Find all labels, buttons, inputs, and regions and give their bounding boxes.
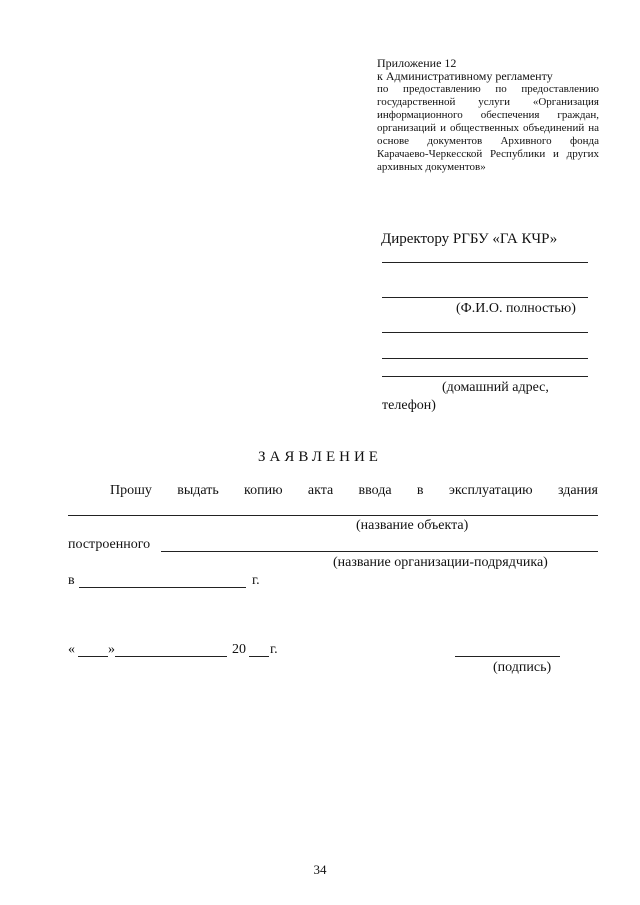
- address-line-1[interactable]: [382, 332, 588, 333]
- contractor-caption: (название организации-подрядчика): [333, 555, 548, 570]
- address-line-2[interactable]: [382, 358, 588, 359]
- location-line[interactable]: [79, 587, 246, 588]
- address-line-3[interactable]: [382, 376, 588, 377]
- appendix-header: [377, 57, 599, 174]
- addressee-director: Директору РГБУ «ГА КЧР»: [381, 231, 558, 247]
- date-day-line[interactable]: [78, 656, 108, 657]
- date-quote-close: »: [108, 642, 115, 657]
- request-word: акта: [307, 483, 334, 498]
- request-text: [110, 483, 598, 499]
- address-caption: (домашний адрес,: [442, 380, 549, 395]
- object-name-line[interactable]: [68, 515, 598, 516]
- appendix-number: Приложение 12: [377, 56, 457, 70]
- built-label: построенного: [68, 537, 151, 552]
- fio-caption: (Ф.И.О. полностью): [456, 301, 576, 316]
- contractor-line[interactable]: [161, 551, 598, 552]
- date-month-line[interactable]: [115, 656, 227, 657]
- appendix-regulation: к Административному регламенту: [377, 69, 553, 83]
- signature-caption: (подпись): [493, 660, 552, 675]
- request-word: здания: [557, 483, 598, 498]
- phone-caption: телефон): [382, 398, 436, 413]
- document-title: ЗАЯВЛЕНИЕ: [258, 449, 382, 465]
- year-suffix: г.: [252, 573, 260, 588]
- object-caption: (название объекта): [356, 518, 469, 533]
- request-word: Прошу: [110, 483, 152, 498]
- page-number: 34: [313, 862, 327, 877]
- request-word: ввода: [358, 483, 392, 498]
- signature-line[interactable]: [455, 656, 560, 657]
- request-word: в: [416, 483, 424, 498]
- date-quote-open: «: [68, 642, 75, 657]
- date-year-suffix: г.: [270, 642, 278, 657]
- in-label: в: [68, 573, 75, 588]
- director-name-line[interactable]: [382, 262, 588, 263]
- fio-line[interactable]: [382, 297, 588, 298]
- appendix-service-description: по предоставлению по предоставлению государственной услуги «Организация информационного обеспечения граждан, организаций и общественных объединений на основе документов Архивного фонда Карачаево-Черкесской Республики и других архивных документов»: [377, 83, 599, 173]
- date-year-line[interactable]: [249, 656, 269, 657]
- request-word: копию: [244, 483, 283, 498]
- request-word: эксплуатацию: [448, 483, 533, 498]
- request-word: выдать: [177, 483, 219, 498]
- date-year-prefix: 20: [232, 642, 246, 657]
